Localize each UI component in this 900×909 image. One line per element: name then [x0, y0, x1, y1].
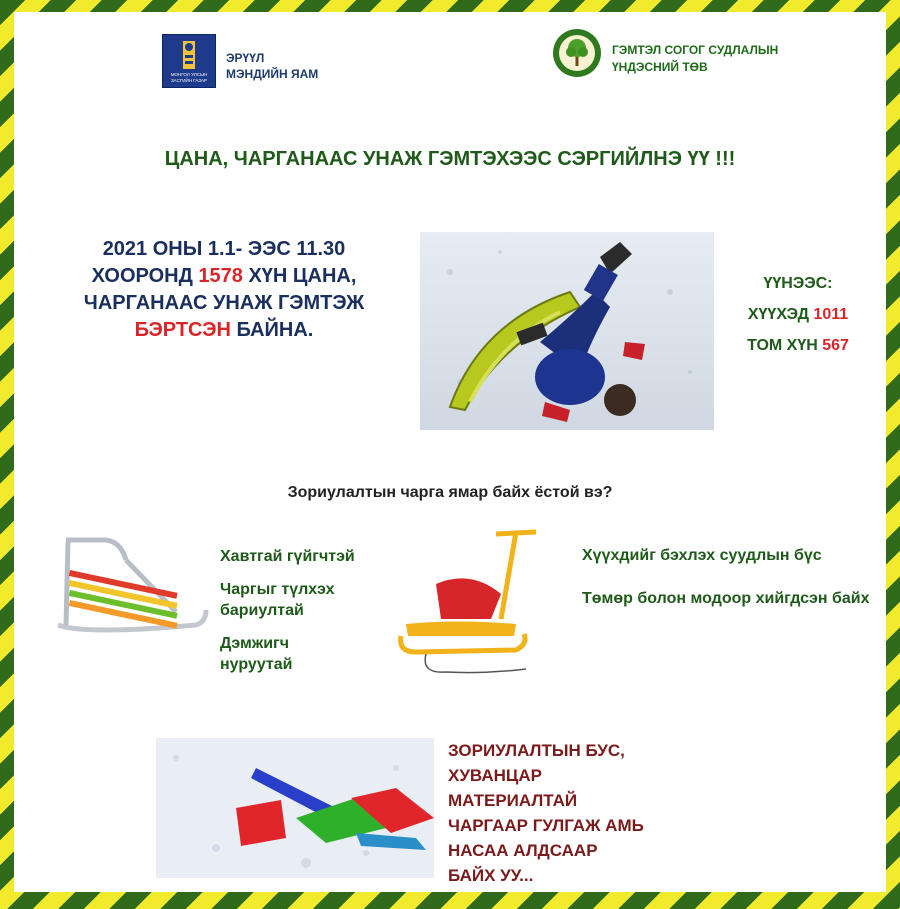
- stat-line2-pre: ХООРОНД: [91, 265, 199, 287]
- stat-line4: [34, 317, 414, 344]
- warning-line: ЗОРИУЛАЛТЫН БУС,: [448, 741, 625, 760]
- stat-line4-red: БЭРТСЭН: [134, 319, 231, 341]
- feature-seat-belt: Хүүхдийг бэхлэх суудлын бүс: [582, 547, 822, 564]
- trauma-center-name: [612, 42, 778, 76]
- ministry-name-line1: ЭРҮҮЛ: [226, 51, 265, 65]
- child-falling-photo: [420, 232, 714, 430]
- children-value: 1011: [813, 306, 849, 323]
- children-label: ХҮҮХЭД: [747, 306, 814, 323]
- stat-line3: ЧАРГАНААС УНАЖ ГЭМТЭЖ: [83, 292, 365, 314]
- warning-line: НАСАА АЛДСААР: [448, 841, 598, 860]
- warning-line: ЧАРГААР ГУЛГАЖ АМЬ: [448, 816, 644, 835]
- features-list-left: [220, 546, 400, 687]
- sled-question: Зориулалтын чарга ямар байх ёстой вэ?: [287, 484, 613, 501]
- ministry-name-line2: МЭНДИЙН ЯАМ: [226, 67, 319, 81]
- headline: ЦАНА, ЧАРГАНААС УНАЖ ГЭМТЭХЭЭС СЭРГИЙЛНЭ ҮҮ !!!: [164, 148, 736, 170]
- trauma-center-name-line2: ҮНДЭСНИЙ ТӨВ: [612, 60, 708, 74]
- wooden-sled-image: [46, 530, 214, 640]
- plastic-sleds-photo: [156, 738, 434, 878]
- stat-line1: 2021 ОНЫ 1.1- ЭЭС 11.30: [102, 238, 346, 260]
- feature-metal-wood: Төмөр болон модоор хийгдсэн байх: [582, 590, 870, 607]
- features-list-right: [582, 544, 872, 630]
- warning-line: МАТЕРИАЛТАЙ: [448, 791, 578, 810]
- ministry-emblem-logo: [162, 34, 216, 88]
- child-seat-sled-image: [396, 524, 538, 694]
- stat-total-count: 1578: [198, 265, 243, 287]
- stat-line4-post: БАЙНА.: [230, 319, 314, 341]
- emblem-caption-1: МОНГОЛ УЛСЫН: [170, 72, 208, 77]
- warning-text: [448, 738, 644, 888]
- adult-stat: [718, 330, 878, 361]
- adult-value: 567: [822, 337, 849, 354]
- feature-push-handle: Чаргыг түлхэх бариултай: [220, 581, 335, 619]
- adult-label: ТОМ ХҮН: [747, 337, 823, 354]
- ministry-name: [226, 50, 318, 82]
- children-stat: [718, 299, 878, 330]
- stat-line2: [34, 263, 414, 290]
- feature-flat-runners: Хавтгай гүйгчтэй: [220, 548, 355, 565]
- emblem-caption-2: ЗАСГИЙН ГАЗАР: [170, 78, 208, 83]
- warning-line: ХУВАНЦАР: [448, 766, 542, 785]
- warning-line: БАЙХ УУ...: [448, 866, 534, 885]
- breakdown-stats: [718, 268, 878, 361]
- trauma-center-name-line1: ГЭМТЭЛ СОГОГ СУДЛАЛЫН: [612, 43, 779, 57]
- feature-back-support: Дэмжигч нуруутай: [220, 635, 293, 673]
- injury-statistic: [34, 236, 414, 344]
- breakdown-header: ҮҮНЭЭС:: [763, 275, 833, 292]
- stat-line2-post: ХҮН ЦАНА,: [242, 265, 357, 287]
- poster: [14, 12, 886, 892]
- trauma-center-seal-logo: [552, 28, 602, 78]
